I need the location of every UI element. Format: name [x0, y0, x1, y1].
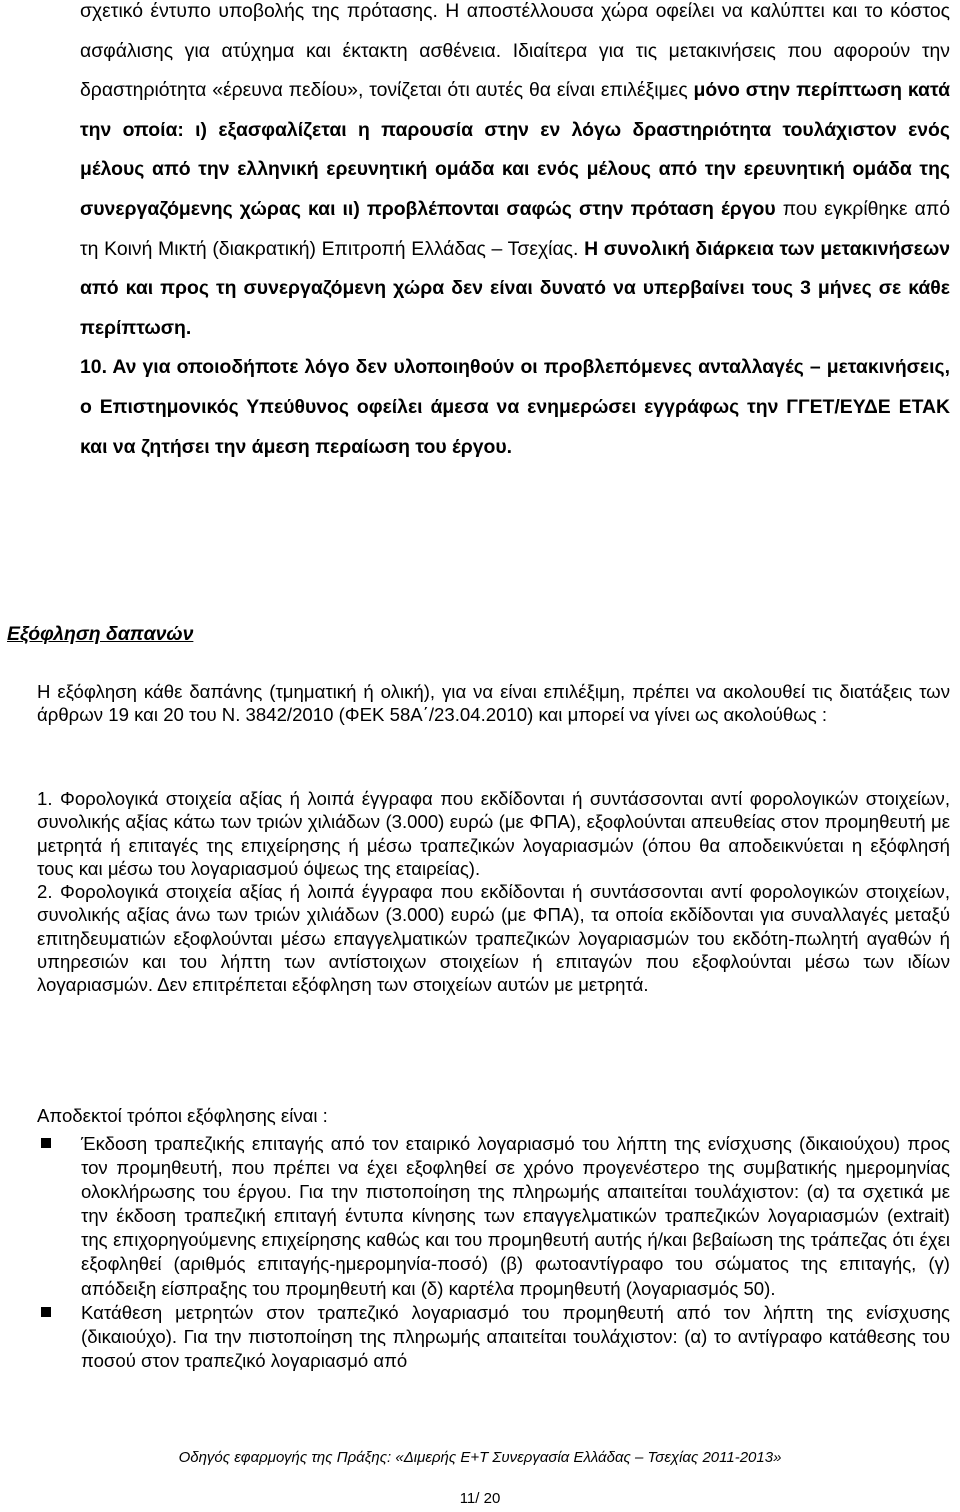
page-footer: Οδηγός εφαρμογής της Πράξης: «Διμερής Ε+Τ Συνεργασία Ελλάδας – Τσεχίας 2011-2013»	[178, 1449, 782, 1466]
list-item: Κατάθεση μετρητών στον τραπεζικό λογαριασμό του προμηθευτή από τον λήπτη της ενίσχυσης (δικαιούχο). Για την πιστοποίηση της πληρωμής απαιτείται τουλάχιστον: (α) το αντίγραφο κατάθεσης του ποσού στον τραπεζικό λογαριασμό από	[37, 1301, 950, 1373]
section-intro: Η εξόφληση κάθε δαπάνης (τμηματική ή ολική), για να είναι επιλέξιμη, πρέπει να ακολουθεί τις διατάξεις των άρθρων 19 και 20 του Ν. 3842/2010 (ΦΕΚ 58Α΄/23.04.2010) και μπορεί να γίνει ως ακολούθως :	[37, 681, 950, 726]
methods-heading: Αποδεκτοί τρόποι εξόφλησης είναι :	[37, 1105, 328, 1126]
section-title: Εξόφληση δαπανών	[7, 623, 194, 645]
numbered-list	[37, 787, 950, 997]
list-item-10: 10. Αν για οποιοδήποτε λόγο δεν υλοποιηθούν οι προβλεπόμενες ανταλλαγές – μετακινήσεις, ο Επιστημονικός Υπεύθυνος οφείλει άμεσα να ενημερώσει εγγράφως την ΓΓΕΤ/ΕΥΔΕ ΕΤΑΚ και να ζητήσει την άμεση περαίωση του έργου.	[80, 356, 950, 458]
list-item-2: 2. Φορολογικά στοιχεία αξίας ή λοιπά έγγραφα που εκδίδονται ή συντάσσονται αντί φορολογικών στοιχείων, συνολικής αξίας άνω των τριών χιλιάδων (3.000) ευρώ (με ΦΠΑ), τα οποία εκδίδονται για συναλλαγές μεταξύ επιτηδευματιών εξοφλούνται μέσω επαγγελματικών τραπεζικών λογαριασμών του εκδότη-πωλητή αγαθών ή υπηρεσιών και του λήπτη των αντίστοιχων στοιχείων ή επιταγών που εξοφλούνται μέσω των ιδίων λογαριασμών. Δεν επιτρέπεται εξόφληση των στοιχείων αυτών με μετρητά.	[37, 881, 950, 996]
page-number: 11/ 20	[459, 1490, 501, 1507]
bold-duration-text: Η συνολική διάρκεια των μετακινήσεων από και προς τη συνεργαζόμενη χώρα δεν είναι δυνατό να υπερβαίνει τους 3 μήνες σε κάθε περίπτωση.	[80, 237, 950, 339]
list-item-1: 1. Φορολογικά στοιχεία αξίας ή λοιπά έγγραφα που εκδίδονται ή συντάσσονται αντί φορολογικών στοιχείων, συνολικής αξίας κάτω των τριών χιλιάδων (3.000) ευρώ (με ΦΠΑ), εξοφλούνται απευθείας στον προμηθευτή με μετρητά ή επιταγές της επιχείρησης ή μέσω τραπεζικών λογαριασμών (όπου θα αποδεικνύεται η εξόφλησή τους και μέσω του λογαριασμού όψεως της εταιρείας).	[37, 788, 950, 879]
continued-paragraph	[80, 0, 950, 467]
square-bullet-icon	[41, 1307, 51, 1317]
movement-conditions-paragraph: σχετικό έντυπο υποβολής της πρότασης. Η αποστέλλουσα χώρα οφείλει να καλύπτει και το κόστος ασφάλισης για ατύχημα και έκτακτη ασθένεια. Ιδιαίτερα για τις μετακινήσεις που αφορούν την δραστηριότητα «έρευνα πεδίου», τονίζεται ότι αυτές θα είναι επιλέξιμες μόνο στην περίπτωση κατά την οποία: ι) εξασφαλίζεται η παρουσία στην εν λόγω δραστηριότητα τουλάχιστον ενός μέλους από την ελληνική ερευνητική ομάδα και ενός μέλους από την ερευνητική ομάδα της συνεργαζόμενης χώρας και ιι) προβλέπονται σαφώς στην πρόταση έργου που εγκρίθηκε από τη Κοινή Μικτή (διακρατική) Επιτροπή Ελλάδας – Τσεχίας. Η συνολική διάρκεια των μετακινήσεων από και προς τη συνεργαζόμενη χώρα δεν είναι δυνατό να υπερβαίνει τους 3 μήνες σε κάθε περίπτωση.	[80, 0, 950, 339]
square-bullet-icon	[41, 1138, 51, 1148]
list-item: Έκδοση τραπεζικής επιταγής από τον εταιρικό λογαριασμό του λήπτη της ενίσχυσης (δικαιούχου) προς τον προμηθευτή, που πρέπει να έχει εξοφληθεί σε χρόνο προγενέστερο της συμβατικής ημερομηνίας ολοκλήρωσης του έργου. Για την πιστοποίηση της πληρωμής απαιτείται τουλάχιστον: (α) τα σχετικά με την έκδοση τραπεζική επιταγή έντυπα κίνησης των επαγγελματικών τραπεζικών λογαριασμών (extrait) της επιχορηγούμενης επιχείρησης καθώς και του προμηθευτή αυτής ή/και βεβαίωση της τράπεζας ότι έχει εξοφληθεί (αριθμός επιταγής-ημερομηνία-ποσό) (β) φωτοαντίγραφο του σώματος της επιταγής, (γ) απόδειξη είσπραξης του προμηθευτή και (δ) καρτέλα προμηθευτή (λογαριασμός 50).	[37, 1132, 950, 1301]
payment-methods-list	[37, 1132, 950, 1373]
bold-condition-text: μόνο στην περίπτωση κατά την οποία: ι) εξασφαλίζεται η παρουσία στην εν λόγω δραστηριότητα τουλάχιστον ενός μέλους από την ελληνική ερευνητική ομάδα και ενός μέλους από την ερευνητική ομάδα της συνεργαζόμενης χώρας και ιι) προβλέπονται σαφώς στην πρόταση έργου	[80, 79, 950, 220]
